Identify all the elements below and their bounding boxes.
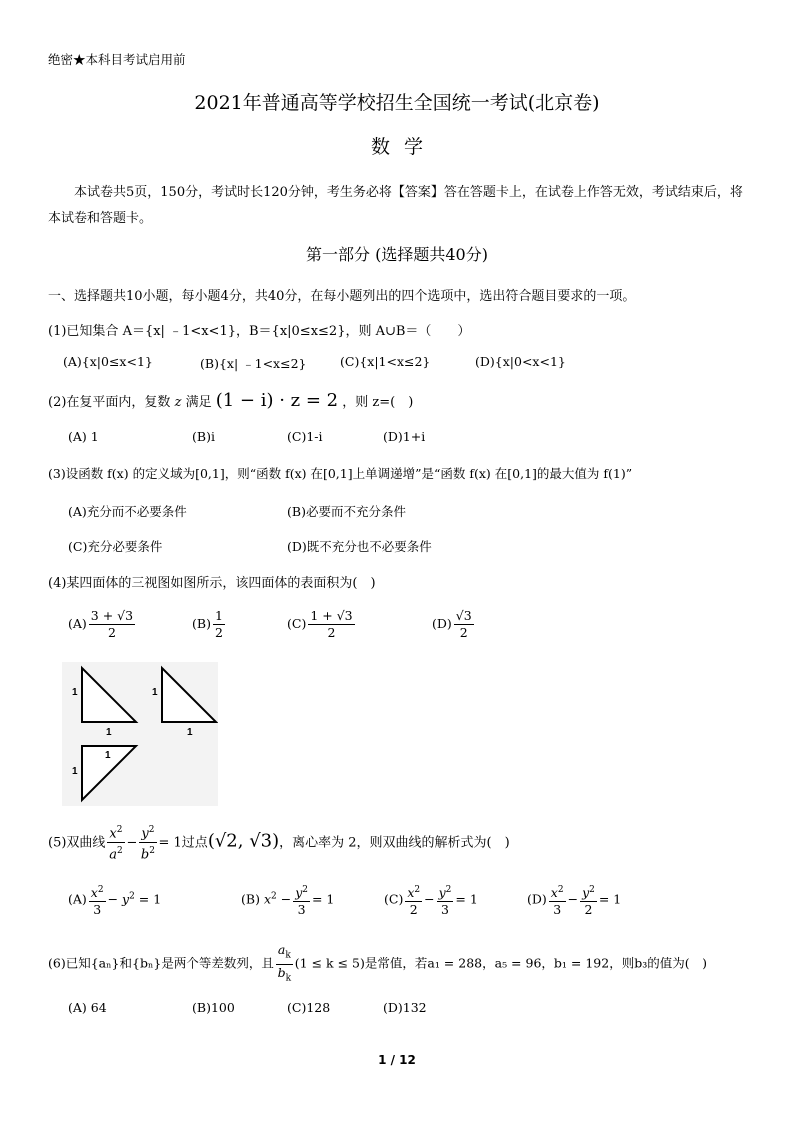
q6-option-a: (A) 64 xyxy=(68,1000,107,1015)
question-1-stem: (1)已知集合 A＝{x| ﹣1<x<1}，B＝{x|0≤x≤2}，则 A∪B＝（ ） xyxy=(48,324,471,339)
q2-option-a: (A) 1 xyxy=(68,429,99,444)
q5-option-b: (B) $x^2$ − $\frac{y^2}{3}$ = 1 xyxy=(241,882,334,918)
q3-option-d: (D)既不充分也不必要条件 xyxy=(287,539,432,554)
confidential-label: 绝密★本科目考试启用前 xyxy=(48,52,186,67)
q5-option-c: (C) $\frac{x^2}{2}$ − $\frac{y^2}{3}$ = 1 xyxy=(384,882,478,918)
page-number: 1 / 12 xyxy=(378,1053,416,1067)
q5-option-a: (A) $\frac{x^2}{3}$ − $y^2 = 1$ xyxy=(68,882,161,918)
subject-title: 数学 xyxy=(370,136,437,158)
exam-title: 2021年普通高等学校招生全国统一考试(北京卷) xyxy=(194,92,600,114)
part-heading: 第一部分 (选择题共40分) xyxy=(306,245,488,264)
front-view-bottom-label: 1 xyxy=(106,727,112,738)
question-2-stem: (2)在复平面内，复数 z 满足 (1 − i) · z = 2 ，则 z=( ) xyxy=(48,390,414,411)
q6-option-d: (D)132 xyxy=(383,1000,427,1015)
question-6-stem: (6)已知{aₙ}和{bₙ}是两个等差数列，且 $\frac{a_k}{b_k}$ (1 ≤ k ≤ 5)是常值，若a₁ = 288，a₅ = 96，b₁ = 192，则b₃的值为( ) xyxy=(48,942,707,983)
q5-option-d: (D) $\frac{x^2}{3}$ − $\frac{y^2}{2}$ = 1 xyxy=(527,882,621,918)
q1-option-c: (C){x|1<x≤2} xyxy=(340,354,431,369)
section-description: 一、选择题共10小题，每小题4分，共40分，在每小题列出的四个选项中，选出符合题目要求的一项。 xyxy=(48,289,636,304)
q1-option-b: (B){x| ﹣1<x≤2} xyxy=(200,356,307,371)
q6-option-b: (B)100 xyxy=(192,1000,235,1015)
top-view-top-label: 1 xyxy=(105,750,111,761)
q2-option-b: (B)i xyxy=(192,429,215,444)
q4-option-b: (B) $\frac{1}{2}$ xyxy=(192,608,223,640)
question-3-stem: (3)设函数 f(x) 的定义域为[0,1]，则“函数 f(x) 在[0,1]上单调递增”是“函数 f(x) 在[0,1]的最大值为 f(1)” xyxy=(48,466,633,481)
q3-option-a: (A)充分而不必要条件 xyxy=(68,504,187,519)
q1-option-a: (A){x|0≤x<1} xyxy=(63,354,153,369)
q4-option-c: (C) $\frac{1 + √3}{2}$ xyxy=(287,608,353,640)
instructions: 本试卷共5页，150分，考试时长120分钟，考生务必将【答案】答在答题卡上，在试卷上作答无效，考试结束后，将本试卷和答题卡。 xyxy=(48,185,743,226)
top-view-left-label: 1 xyxy=(72,766,78,777)
q4-option-a: (A) $\frac{3 + √3}{2}$ xyxy=(68,608,134,640)
q3-option-c: (C)充分必要条件 xyxy=(68,539,163,554)
q2-option-d: (D)1+i xyxy=(383,429,426,444)
side-view-bottom-label: 1 xyxy=(187,727,193,738)
q4-option-d: (D) $\frac{√3}{2}$ xyxy=(432,608,472,640)
q3-option-b: (B)必要而不充分条件 xyxy=(287,504,406,519)
side-view-left-label: 1 xyxy=(152,687,158,698)
question-5-stem: (5)双曲线 $\frac{x^2}{a^2}$ − $\frac{y^2}{b^2}$ = 1过点(√2, √3)，离心率为 2，则双曲线的解析式为( ) xyxy=(48,822,510,864)
q2-option-c: (C)1-i xyxy=(287,429,323,444)
q1-option-d: (D){x|0<x<1} xyxy=(475,354,566,369)
three-view-figure xyxy=(62,662,218,806)
question-4-stem: (4)某四面体的三视图如图所示，该四面体的表面积为( ) xyxy=(48,576,376,591)
front-view-left-label: 1 xyxy=(72,687,78,698)
q6-option-c: (C)128 xyxy=(287,1000,331,1015)
